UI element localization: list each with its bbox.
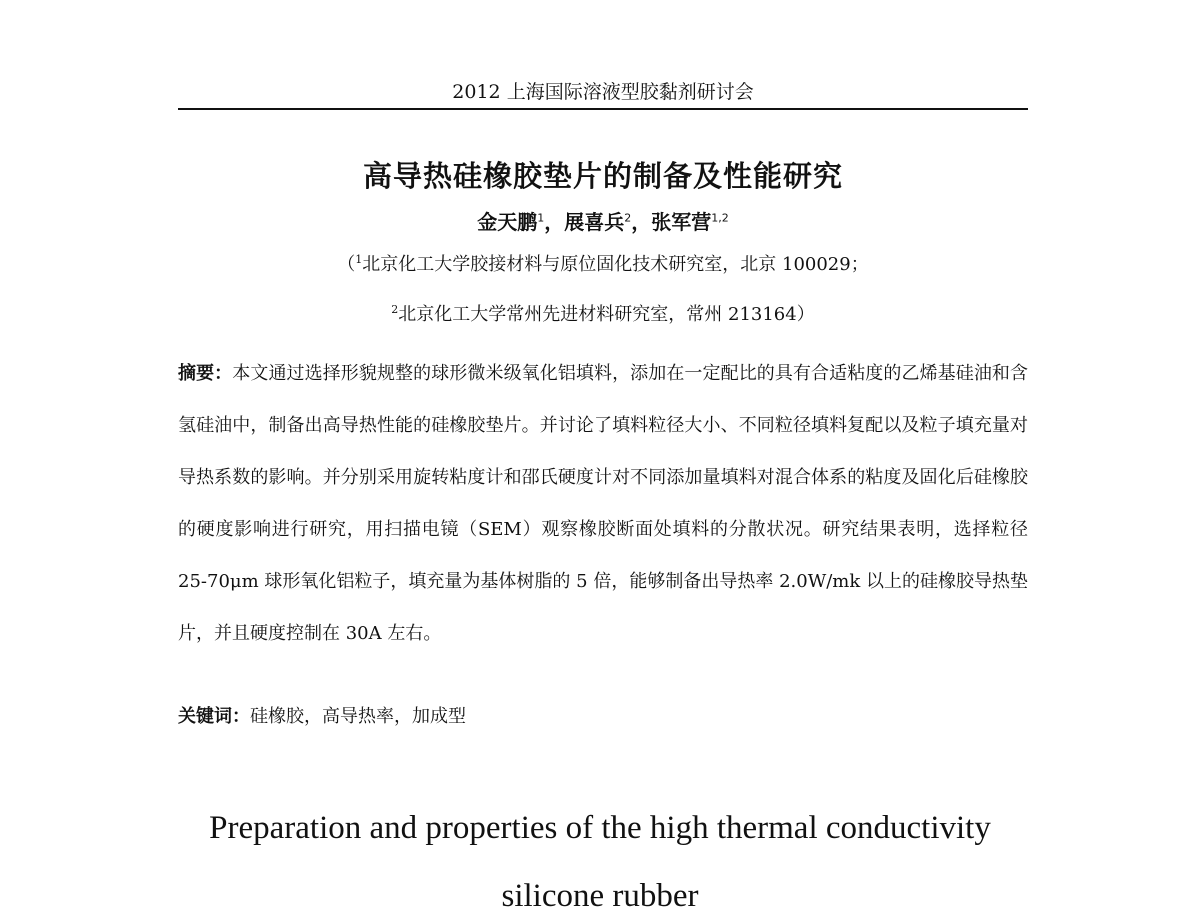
affiliation-2 (178, 300, 1028, 330)
keywords (178, 702, 1028, 732)
author-affil-mark: 1,2 (711, 211, 729, 225)
affiliation-text: 北京化工大学常州先进材料研究室，常州 213164） (398, 304, 815, 325)
header-rule (178, 108, 1028, 110)
affiliation-mark: 1 (355, 253, 363, 266)
keywords-text: 硅橡胶，高导热率，加成型 (250, 706, 466, 727)
author-separator: ， (631, 210, 652, 234)
affiliation-1 (178, 250, 1028, 280)
author-name: 展喜兵 (564, 210, 625, 234)
conference-header: 2012 上海国际溶液型胶黏剂研讨会 (452, 81, 754, 103)
abstract (178, 348, 1028, 660)
affiliation-mark: 2 (391, 303, 399, 316)
author-name: 金天鹏 (477, 210, 538, 234)
author-affil-mark: 1 (537, 211, 545, 225)
affiliation-bracket: （ (337, 254, 356, 275)
abstract-label: 摘要： (178, 363, 233, 384)
author-line (178, 206, 1028, 238)
paper-title: 高导热硅橡胶垫片的制备及性能研究 (362, 159, 843, 193)
affiliation-text: 北京化工大学胶接材料与原位固化技术研究室，北京 100029； (362, 254, 869, 275)
author-affil-mark: 2 (624, 211, 632, 225)
keywords-label: 关键词： (178, 706, 250, 727)
english-title-line-1: Preparation and properties of the high thermal conductivity (209, 810, 991, 846)
author-name: 张军营 (651, 210, 712, 234)
author-separator: ， (544, 210, 565, 234)
english-title-line-2: silicone rubber (501, 878, 699, 914)
abstract-text: 本文通过选择形貌规整的球形微米级氧化铝填料，添加在一定配比的具有合适粘度的乙烯基硅油和含氢硅油中，制备出高导热性能的硅橡胶垫片。并讨论了填料粒径大小、不同粒径填料复配以及粒子填充量对导热系数的影响。并分别采用旋转粘度计和邵氏硬度计对不同添加量填料对混合体系的粘度及固化后硅橡胶的硬度影响进行研究，用扫描电镜（SEM）观察橡胶断面处填料的分散状况。研究结果表明，选择粒径 25-70μm 球形氧化铝粒子，填充量为基体树脂的 5 倍，能够制备出导热率 2.0W/mk 以上的硅橡胶导热垫片，并且硬度控制在 30A 左右。 (178, 363, 1029, 644)
